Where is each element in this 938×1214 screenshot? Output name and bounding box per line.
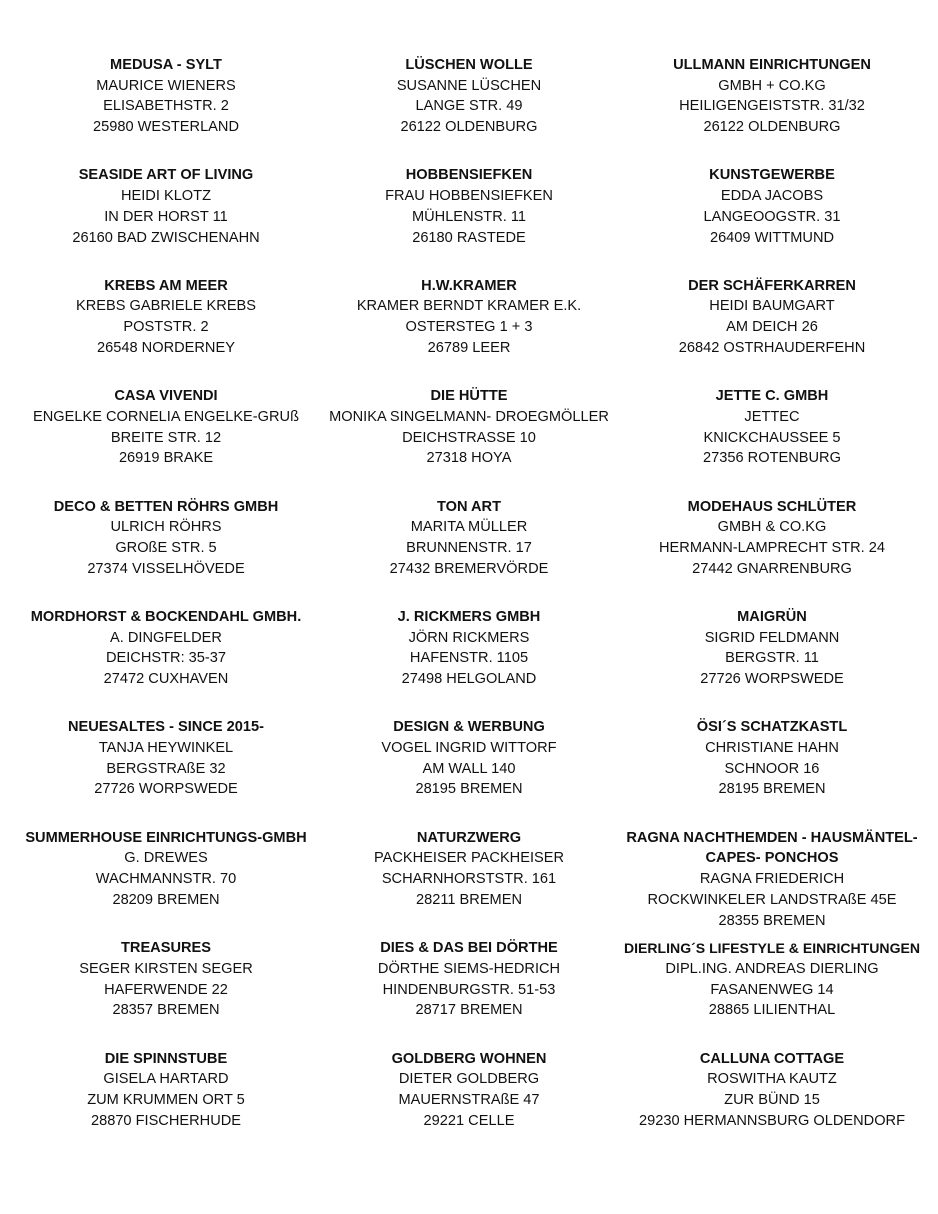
contact-name: G. DREWES	[124, 850, 208, 867]
address-entry	[317, 386, 621, 496]
contact-name: JETTEC	[744, 408, 800, 425]
business-name: TREASURES	[120, 940, 211, 957]
postal-city: 27318 HOYA	[426, 450, 512, 467]
address-entry	[15, 165, 317, 275]
address-entry	[15, 717, 317, 827]
contact-name: TANJA HEYWINKEL	[98, 740, 234, 757]
street-address: IN DER HORST 11	[104, 208, 228, 225]
postal-city: 27442 GNARRENBURG	[692, 560, 852, 577]
street-address: LANGE STR. 49	[415, 98, 523, 115]
business-name: DIES & DAS BEI DÖRTHE	[380, 940, 558, 957]
address-entry	[621, 1049, 923, 1159]
postal-city: 28865 LILIENTHAL	[708, 1002, 836, 1019]
street-address: HERMANN-LAMPRECHT STR. 24	[659, 539, 885, 556]
contact-name: SIGRID FELDMANN	[704, 629, 840, 646]
address-entry	[621, 938, 923, 1048]
contact-name: KREBS GABRIELE KREBS	[75, 298, 257, 315]
business-name: H.W.KRAMER	[421, 277, 517, 294]
contact-name: CHRISTIANE HAHN	[705, 740, 839, 757]
street-address: WACHMANNSTR. 70	[95, 871, 237, 888]
contact-name: DIPL.ING. ANDREAS DIERLING	[665, 960, 879, 977]
address-entry	[15, 386, 317, 496]
address-list	[15, 55, 923, 1159]
street-address: GROßE STR. 5	[115, 539, 217, 556]
postal-city: 27374 VISSELHÖVEDE	[87, 560, 245, 577]
contact-name: FRAU HOBBENSIEFKEN	[385, 188, 553, 205]
contact-name: RAGNA FRIEDERICH	[699, 871, 845, 888]
address-entry	[317, 607, 621, 717]
contact-name: GISELA HARTARD	[103, 1071, 229, 1088]
contact-name: DIETER GOLDBERG	[398, 1071, 540, 1088]
address-entry	[621, 828, 923, 938]
business-name: DER SCHÄFERKARREN	[688, 277, 856, 294]
address-entry	[317, 55, 621, 165]
contact-name: ROSWITHA KAUTZ	[707, 1071, 837, 1088]
postal-city: 27726 WORPSWEDE	[700, 671, 844, 688]
address-entry	[621, 165, 923, 275]
street-address: KNICKCHAUSSEE 5	[703, 429, 841, 446]
postal-city: 27356 ROTENBURG	[703, 450, 841, 467]
contact-name: MARITA MÜLLER	[410, 519, 528, 536]
street-address: ROCKWINKELER LANDSTRAßE 45E	[647, 891, 897, 908]
address-entry	[317, 1049, 621, 1159]
address-entry	[621, 497, 923, 607]
address-entry	[15, 938, 317, 1048]
postal-city: 26122 OLDENBURG	[703, 119, 841, 136]
contact-name: ULRICH RÖHRS	[110, 519, 222, 536]
street-address: BREITE STR. 12	[110, 429, 222, 446]
street-address: OSTERSTEG 1 + 3	[405, 319, 533, 336]
address-entry	[15, 1049, 317, 1159]
contact-name: GMBH & CO.KG	[717, 519, 827, 536]
contact-name: GMBH + CO.KG	[718, 77, 826, 94]
postal-city: 27726 WORPSWEDE	[94, 781, 238, 798]
street-address: AM DEICH 26	[726, 319, 818, 336]
business-name: ÖSI´S SCHATZKASTL	[696, 719, 848, 736]
street-address: HAFERWENDE 22	[104, 981, 228, 998]
contact-name: DÖRTHE SIEMS-HEDRICH	[377, 960, 561, 977]
street-address: SCHARNHORSTSTR. 161	[381, 871, 557, 888]
business-name: DIERLING´S LIFESTYLE & EINRICHTUNGEN	[623, 940, 921, 957]
address-entry	[15, 607, 317, 717]
business-name: SUMMERHOUSE EINRICHTUNGS-GMBH	[25, 829, 307, 846]
business-name: HOBBENSIEFKEN	[405, 167, 533, 184]
address-entry	[317, 497, 621, 607]
business-name: KREBS AM MEER	[104, 277, 228, 294]
postal-city: 27432 BREMERVÖRDE	[389, 560, 549, 577]
address-entry	[15, 276, 317, 386]
business-name: NATURZWERG	[416, 829, 522, 846]
address-entry	[317, 938, 621, 1048]
postal-city: 28357 BREMEN	[112, 1002, 220, 1019]
street-address: BERGSTR. 11	[725, 650, 819, 667]
street-address: HINDENBURGSTR. 51-53	[382, 981, 556, 998]
address-entry	[15, 828, 317, 938]
address-entry	[317, 717, 621, 827]
postal-city: 26160 BAD ZWISCHENAHN	[72, 229, 260, 246]
street-address: HAFENSTR. 1105	[409, 650, 529, 667]
address-entry	[621, 276, 923, 386]
street-address: ZUR BÜND 15	[724, 1091, 820, 1108]
street-address: MAUERNSTRAßE 47	[398, 1091, 540, 1108]
contact-name: ENGELKE CORNELIA ENGELKE-GRUß	[32, 408, 299, 425]
street-address: SCHNOOR 16	[724, 760, 820, 777]
business-name: DECO & BETTEN RÖHRS GMBH	[53, 498, 279, 515]
postal-city: 26842 OSTRHAUDERFEHN	[678, 339, 866, 356]
street-address: LANGEOOGSTR. 31	[703, 208, 841, 225]
address-entry	[621, 55, 923, 165]
business-name: CASA VIVENDI	[114, 388, 218, 405]
business-name: DIE SPINNSTUBE	[104, 1050, 228, 1067]
contact-name: A. DINGFELDER	[110, 629, 222, 646]
business-name: KUNSTGEWERBE	[709, 167, 835, 184]
business-name: JETTE C. GMBH	[715, 388, 829, 405]
business-name: NEUESALTES - SINCE 2015-	[68, 719, 264, 736]
postal-city: 27498 HELGOLAND	[401, 671, 537, 688]
business-name: TON ART	[436, 498, 502, 515]
street-address: FASANENWEG 14	[710, 981, 834, 998]
postal-city: 28209 BREMEN	[112, 891, 220, 908]
street-address: HEILIGENGEISTSTR. 31/32	[679, 98, 865, 115]
postal-city: 28195 BREMEN	[415, 781, 523, 798]
address-entry	[317, 165, 621, 275]
contact-name: HEIDI KLOTZ	[120, 188, 211, 205]
postal-city: 28355 BREMEN	[718, 912, 826, 929]
postal-city: 27472 CUXHAVEN	[103, 671, 229, 688]
postal-city: 28211 BREMEN	[416, 891, 522, 908]
postal-city: 26548 NORDERNEY	[97, 339, 235, 356]
postal-city: 26409 WITTMUND	[709, 229, 835, 246]
street-address: MÜHLENSTR. 11	[411, 208, 527, 225]
address-entry	[15, 55, 317, 165]
postal-city: 26180 RASTEDE	[412, 229, 526, 246]
contact-name: JÖRN RICKMERS	[408, 629, 530, 646]
street-address: AM WALL 140	[422, 760, 516, 777]
address-entry	[621, 386, 923, 496]
contact-name: MAURICE WIENERS	[96, 77, 236, 94]
business-name: DESIGN & WERBUNG	[393, 719, 545, 736]
business-name: J. RICKMERS GMBH	[397, 608, 541, 625]
contact-name: SEGER KIRSTEN SEGER	[79, 960, 253, 977]
contact-name: SUSANNE LÜSCHEN	[396, 77, 542, 94]
postal-city: 29221 CELLE	[423, 1112, 515, 1129]
street-address: BRUNNENSTR. 17	[406, 539, 532, 556]
postal-city: 26789 LEER	[427, 339, 511, 356]
postal-city: 28195 BREMEN	[718, 781, 826, 798]
address-entry	[621, 717, 923, 827]
address-entry	[317, 828, 621, 938]
street-address: DEICHSTRASSE 10	[402, 429, 536, 446]
postal-city: 26919 BRAKE	[118, 450, 214, 467]
business-name: MODEHAUS SCHLÜTER	[687, 498, 857, 515]
business-name: GOLDBERG WOHNEN	[391, 1050, 547, 1067]
street-address: ELISABETHSTR. 2	[103, 98, 229, 115]
postal-city: 28717 BREMEN	[415, 1002, 523, 1019]
postal-city: 25980 WESTERLAND	[93, 119, 239, 136]
business-name: SEASIDE ART OF LIVING	[78, 167, 254, 184]
street-address: DEICHSTR: 35-37	[105, 650, 227, 667]
contact-name: MONIKA SINGELMANN- DROEGMÖLLER	[329, 408, 609, 425]
business-name: RAGNA NACHTHEMDEN - HAUSMÄNTEL-	[626, 829, 918, 846]
business-name: MORDHORST & BOCKENDAHL GMBH.	[30, 608, 302, 625]
address-entry	[317, 276, 621, 386]
business-name: ULLMANN EINRICHTUNGEN	[673, 57, 871, 73]
business-name: LÜSCHEN WOLLE	[405, 57, 533, 73]
street-address: ZUM KRUMMEN ORT 5	[87, 1091, 245, 1108]
business-name: DIE HÜTTE	[430, 388, 508, 405]
address-entry	[15, 497, 317, 607]
postal-city: 29230 HERMANNSBURG OLDENDORF	[639, 1112, 905, 1129]
business-name: CALLUNA COTTAGE	[699, 1050, 845, 1067]
business-name-continued: CAPES- PONCHOS	[705, 850, 839, 867]
contact-name: VOGEL INGRID WITTORF	[381, 740, 557, 757]
contact-name: HEIDI BAUMGART	[709, 298, 835, 315]
street-address: BERGSTRAßE 32	[106, 760, 226, 777]
postal-city: 28870 FISCHERHUDE	[90, 1112, 242, 1129]
contact-name: PACKHEISER PACKHEISER	[373, 850, 565, 867]
postal-city: 26122 OLDENBURG	[400, 119, 538, 136]
contact-name: EDDA JACOBS	[720, 188, 824, 205]
business-name: MAIGRÜN	[737, 608, 807, 625]
street-address: POSTSTR. 2	[123, 319, 209, 336]
address-entry	[621, 607, 923, 717]
contact-name: KRAMER BERNDT KRAMER E.K.	[356, 298, 582, 315]
business-name: MEDUSA - SYLT	[110, 57, 222, 73]
